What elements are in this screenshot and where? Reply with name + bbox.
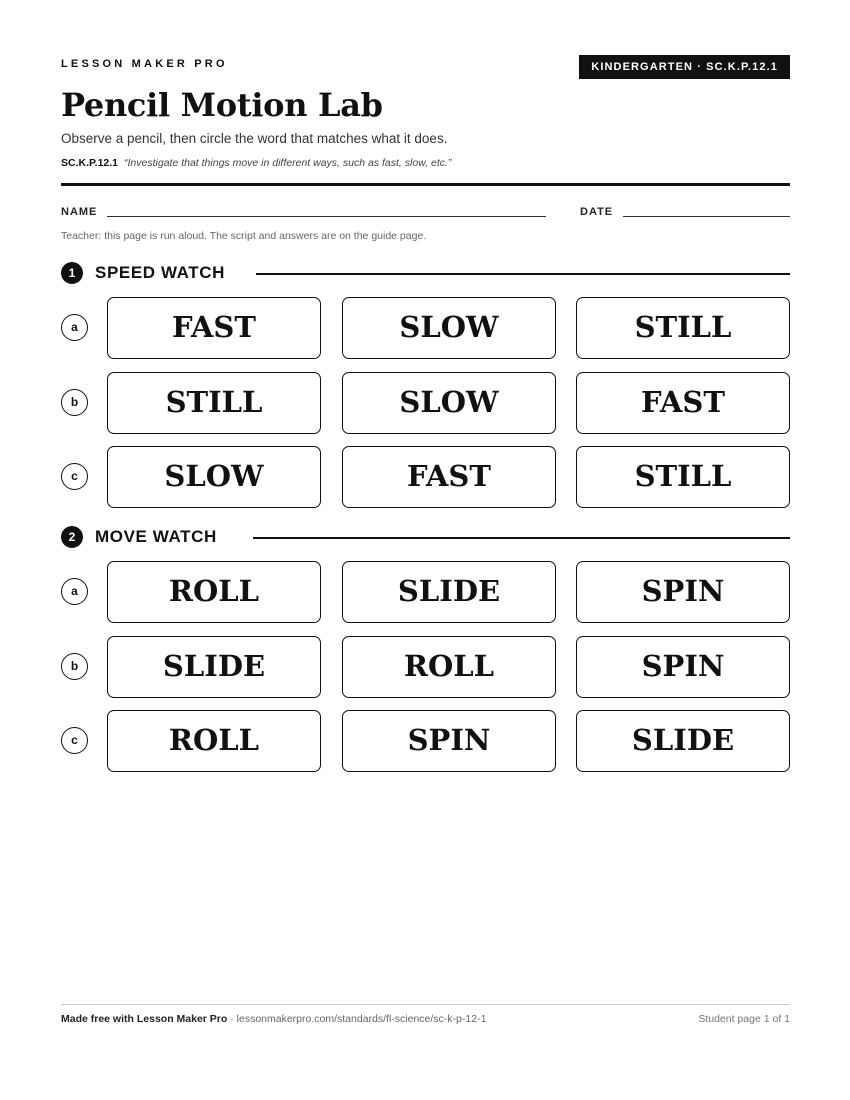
- answer-card[interactable]: SPIN: [342, 710, 556, 772]
- question-row-1a: [61, 297, 790, 359]
- section-move-watch-header: [61, 525, 790, 549]
- footer-made-with: Made free with Lesson Maker Pro: [61, 1013, 228, 1025]
- question-letter: b: [61, 653, 88, 680]
- question-letter: a: [61, 314, 88, 341]
- footer-credit: [61, 1013, 486, 1025]
- footer-divider: [61, 1004, 790, 1005]
- answer-card[interactable]: SLOW: [107, 446, 321, 508]
- date-field[interactable]: [623, 216, 790, 217]
- footer-page-label: Student page 1 of 1: [698, 1013, 790, 1025]
- answer-card[interactable]: SPIN: [576, 636, 790, 698]
- name-label: NAME: [61, 206, 98, 218]
- name-field[interactable]: [107, 216, 546, 217]
- question-row-1b: [61, 372, 790, 434]
- answer-card[interactable]: STILL: [107, 372, 321, 434]
- standard-text: “Investigate that things move in different ways, such as fast, slow, etc.”: [124, 157, 452, 169]
- header-divider: [61, 183, 790, 186]
- section-speed-watch-header: [61, 261, 790, 285]
- standard-line: [61, 157, 451, 169]
- grade-standard-badge: KINDERGARTEN · SC.K.P.12.1: [579, 55, 790, 79]
- question-row-1c: [61, 446, 790, 508]
- question-row-2c: [61, 710, 790, 772]
- question-letter: c: [61, 463, 88, 490]
- question-row-2a: [61, 561, 790, 623]
- section-rule: [253, 537, 790, 539]
- question-letter: c: [61, 727, 88, 754]
- section-rule: [256, 273, 790, 275]
- section-number-badge: 1: [61, 262, 83, 284]
- answer-card[interactable]: FAST: [107, 297, 321, 359]
- question-letter: a: [61, 578, 88, 605]
- answer-card[interactable]: STILL: [576, 446, 790, 508]
- footer-url[interactable]: · lessonmakerpro.com/standards/fl-science/sc-k-p-12-1: [227, 1013, 487, 1025]
- answer-card[interactable]: STILL: [576, 297, 790, 359]
- date-label: DATE: [580, 206, 614, 218]
- answer-card[interactable]: SLOW: [342, 372, 556, 434]
- section-title: MOVE WATCH: [95, 527, 217, 546]
- worksheet-page: [61, 0, 790, 1100]
- answer-card[interactable]: SLOW: [342, 297, 556, 359]
- answer-card[interactable]: ROLL: [107, 561, 321, 623]
- page-subtitle: Observe a pencil, then circle the word that matches what it does.: [61, 131, 448, 146]
- answer-card[interactable]: SLIDE: [576, 710, 790, 772]
- page-title: Pencil Motion Lab: [61, 86, 383, 124]
- section-number-badge: 2: [61, 526, 83, 548]
- question-row-2b: [61, 636, 790, 698]
- question-letter: b: [61, 389, 88, 416]
- answer-card[interactable]: FAST: [576, 372, 790, 434]
- brand-name: LESSON MAKER PRO: [61, 58, 228, 70]
- answer-card[interactable]: SLIDE: [342, 561, 556, 623]
- answer-card[interactable]: ROLL: [342, 636, 556, 698]
- teacher-note: Teacher: this page is run aloud. The script and answers are on the guide page.: [61, 230, 427, 242]
- answer-card[interactable]: SPIN: [576, 561, 790, 623]
- answer-card[interactable]: SLIDE: [107, 636, 321, 698]
- section-title: SPEED WATCH: [95, 263, 226, 282]
- answer-card[interactable]: FAST: [342, 446, 556, 508]
- standard-code: SC.K.P.12.1: [61, 157, 119, 169]
- answer-card[interactable]: ROLL: [107, 710, 321, 772]
